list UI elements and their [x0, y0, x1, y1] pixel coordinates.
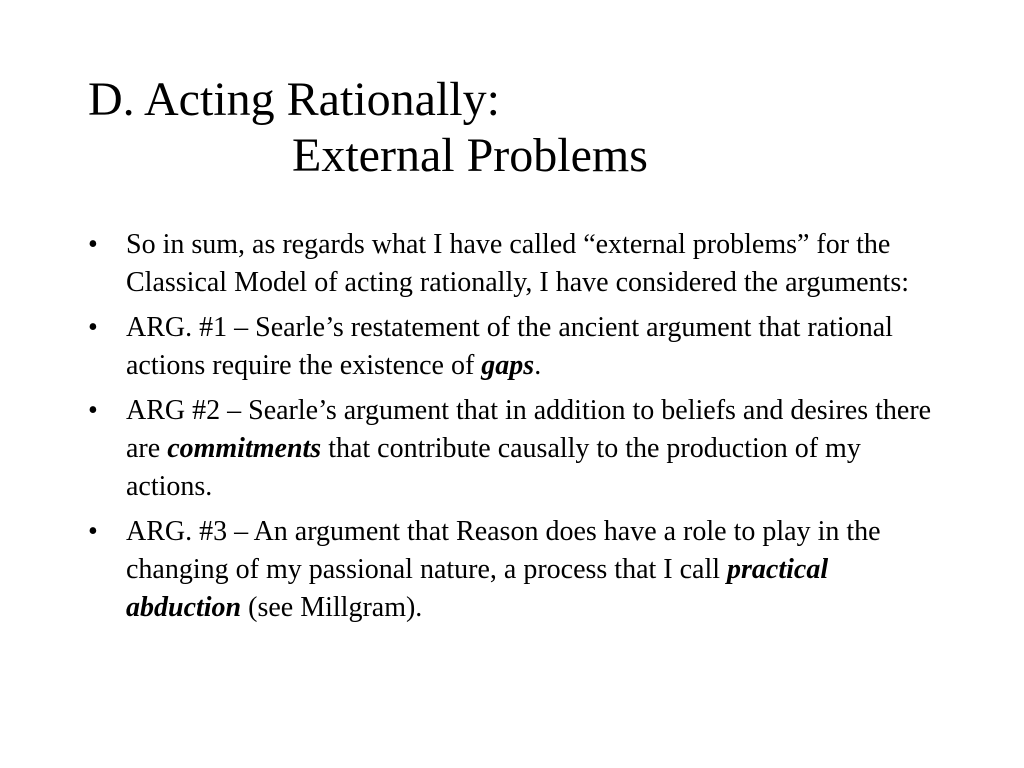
bullet-item-arg-2	[86, 392, 946, 506]
title-line-1: D. Acting Rationally:	[88, 73, 500, 126]
bullet-item-arg-1	[86, 309, 946, 385]
bullet-icon: •	[88, 229, 98, 260]
bullet-icon: •	[88, 312, 98, 343]
emphasis-commitments: commitments	[167, 433, 322, 464]
title-line-2: External Problems	[292, 129, 648, 182]
bullet-text: ARG #2 – Searle’s argument that in addition to beliefs and desires there are	[126, 395, 932, 464]
bullet-text: ARG. #1 – Searle’s restatement of the ancient argument that rational actions require the existence of	[126, 312, 893, 381]
bullet-list	[86, 226, 946, 634]
emphasis-gaps: gaps	[481, 350, 535, 381]
bullet-text: So in sum, as regards what I have called “external problems” for the Classical Model of acting rationally, I have considered the arguments:	[126, 229, 909, 298]
bullet-item-arg-3	[86, 513, 946, 627]
bullet-text-end: .	[534, 350, 542, 381]
bullet-icon: •	[88, 516, 98, 547]
bullet-text: ARG. #3 – An argument that Reason does have a role to play in the changing of my passional nature, a process that I call	[126, 516, 881, 585]
bullet-text-end: that contribute causally to the production of my actions.	[126, 433, 861, 502]
slide-title	[88, 72, 948, 184]
emphasis-practical-abduction: practical abduction	[126, 554, 829, 623]
bullet-item-summary	[86, 226, 946, 302]
bullet-icon: •	[88, 395, 98, 426]
bullet-text-end: (see Millgram).	[241, 592, 423, 623]
